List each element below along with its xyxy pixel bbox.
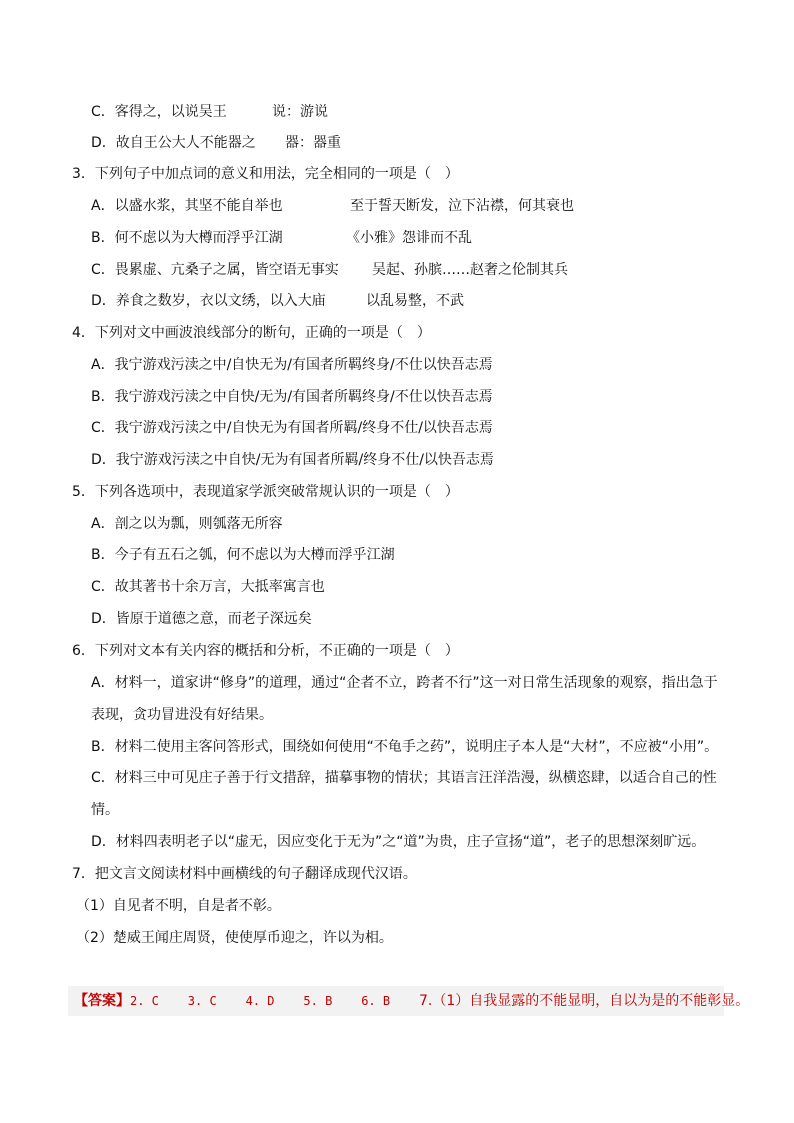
answer-translation: 7.（1）自我显露的不能显明，自以为是的不能彰显。 [418,993,750,1009]
q2-option-d-right: 器：器重 [285,135,341,151]
answer-choices: 2. C 3. C 4. D 5. B 6. B [130,994,419,1008]
q2-option-c-right: 说：游说 [272,104,328,120]
q3-stem: 3．下列句子中加点词的意义和用法，完全相同的一项是（ ） [72,166,459,182]
q3-option-d-right: 以乱易整，不武 [366,293,464,309]
q6-option-c: C．材料三中可见庄子善于行文措辞，描摹事物的情状；其语言汪洋浩漫，纵横恣肆，以适合自己的性情。 [91,770,717,818]
q2-option-d-left: D．故自王公大人不能器之 [91,135,256,151]
q6-stem: 6．下列对文本有关内容的概括和分析，不正确的一项是（ ） [72,643,459,659]
answer-line [74,991,749,1011]
q4-option-d: D．我宁游戏污渎之中自快/无为有国者所羁/终身不仕/以快吾志焉 [91,452,494,468]
q6-option-d: D．材料四表明老子以“虚无，因应变化于无为”之“道”为贵，庄子宣扬“道”，老子的思想深刻旷远。 [91,834,706,850]
q7-item-1: （1）自见者不明，自是者不彰。 [76,898,281,914]
q5-option-d: D．皆原于道德之意，而老子深远矣 [91,611,312,627]
q3-option-d-left: D．养食之数岁，衣以文绣，以入大庙 [91,293,326,309]
q2-option-c-left: C．客得之，以说吴王 [91,104,227,120]
q3-option-a-right: 至于誓天断发，泣下沾襟，何其衰也 [350,198,574,214]
q4-option-a: A．我宁游戏污渎之中/自快无为/有国者所羁终身/不仕以快吾志焉 [91,357,493,373]
q5-stem: 5．下列各选项中，表现道家学派突破常规认识的一项是（ ） [72,484,459,500]
q3-option-a-left: A．以盛水浆，其坚不能自举也 [91,198,283,214]
q3-option-c-left: C．畏累虚、亢桑子之属，皆空语无事实 [91,262,339,278]
q3-option-c-right: 吴起、孙膑……赵奢之伦制其兵 [372,262,568,278]
q5-option-a: A．剖之以为瓢，则瓠落无所容 [91,516,283,532]
q4-stem: 4．下列对文中画波浪线部分的断句，正确的一项是（ ） [72,325,431,341]
q3-option-b-right: 《小雅》怨诽而不乱 [346,230,472,246]
q3-option-b-left: B．何不虑以为大樽而浮乎江湖 [91,230,283,246]
q4-option-c: C．我宁游戏污渎之中/自快无为有国者所羁/终身不仕/以快吾志焉 [91,420,493,436]
q5-option-b: B．今子有五石之瓠，何不虑以为大樽而浮乎江湖 [91,547,395,563]
q7-stem: 7．把文言文阅读材料中画横线的句子翻译成现代汉语。 [72,866,417,882]
q5-option-c: C．故其著书十余万言，大抵率寓言也 [91,579,325,595]
q6-option-a: A．材料一，道家讲“修身”的道理，通过“企者不立，跨者不行”这一对日常生活现象的观察，指出急于表现，贪功冒进没有好结果。 [91,675,718,723]
q4-option-b: B．我宁游戏污渎之中自快/无为/有国者所羁终身/不仕以快吾志焉 [91,389,493,405]
answer-tag: 【答案】 [74,993,130,1009]
q7-item-2: （2）楚威王闻庄周贤，使使厚币迎之，许以为相。 [76,930,393,946]
q6-option-b: B．材料二使用主客问答形式，围绕如何使用“不龟手之药”，说明庄子本人是“大材”，不应被“小用”。 [91,739,719,755]
